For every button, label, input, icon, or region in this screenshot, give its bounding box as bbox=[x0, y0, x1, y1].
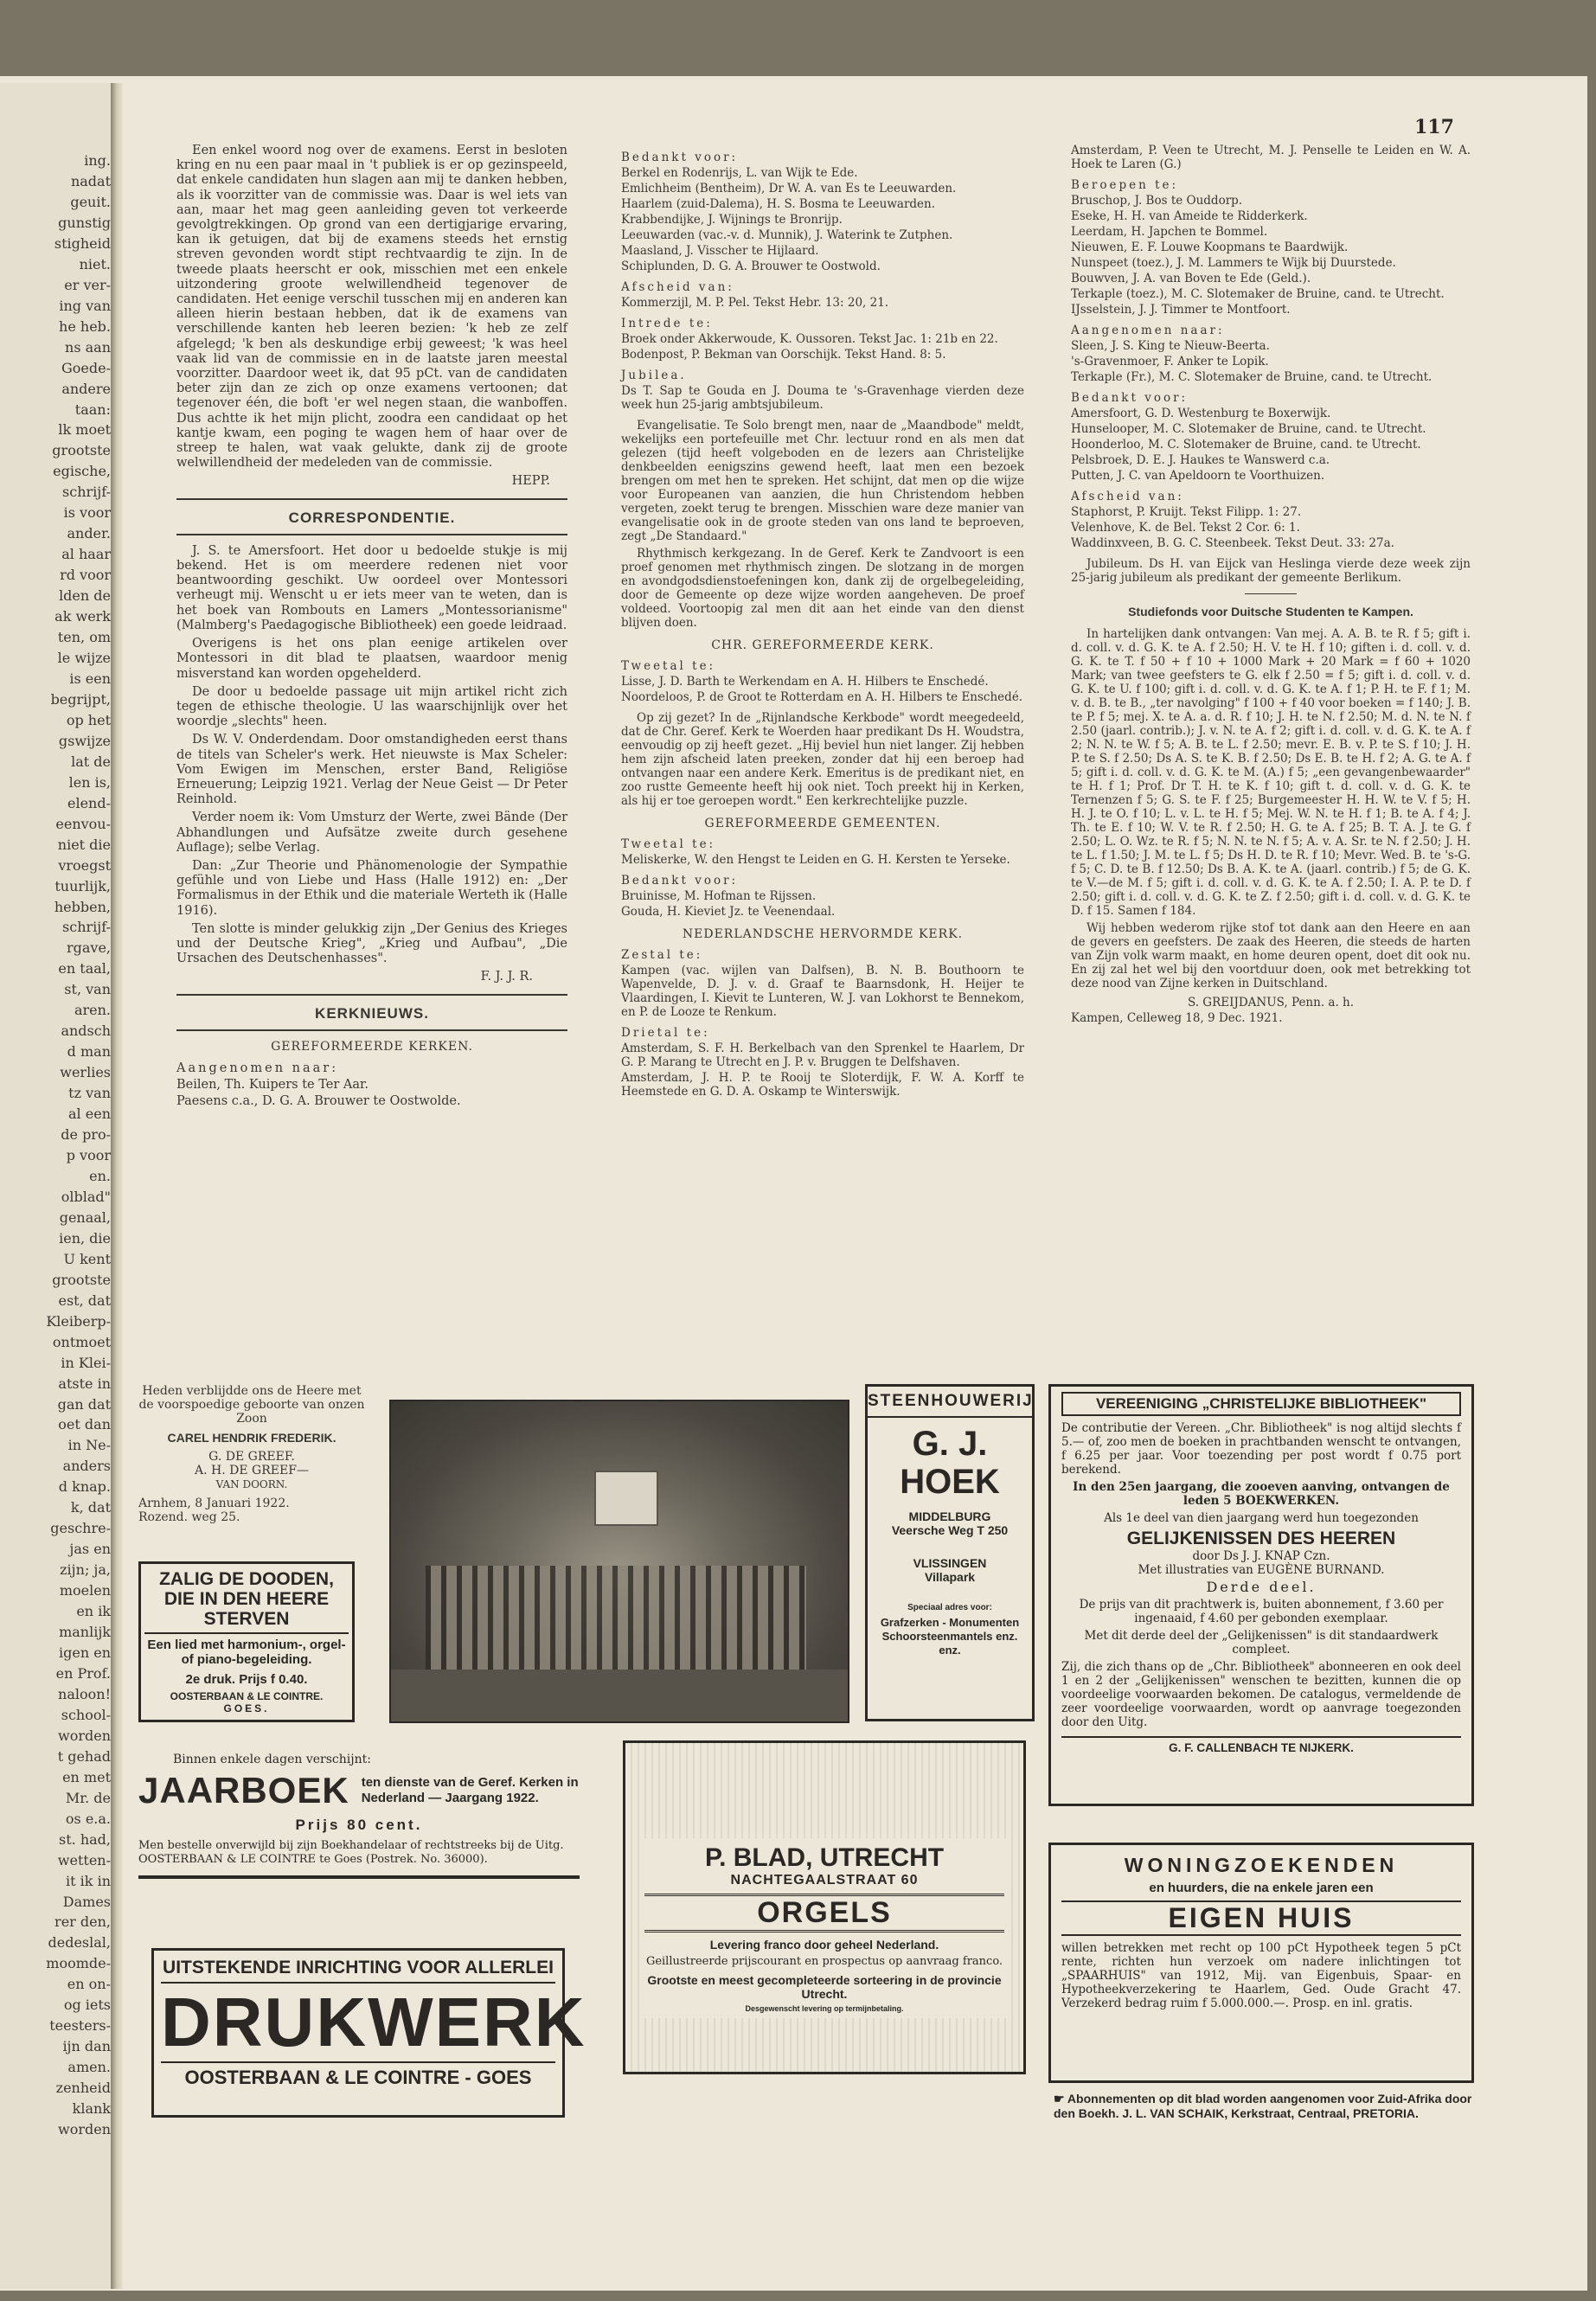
margin-fragment: oet dan bbox=[58, 1416, 111, 1433]
list-item: Putten, J. C. van Apeldoorn te Voorthuizen. bbox=[1071, 469, 1325, 483]
margin-fragment: rer den, bbox=[54, 1913, 111, 1931]
margin-fragment: ns aan bbox=[65, 338, 111, 356]
woning-title: WONINGZOEKENDEN bbox=[1124, 1854, 1399, 1876]
margin-fragment: amen. bbox=[67, 2059, 111, 2076]
margin-fragment: werlies bbox=[60, 1064, 111, 1081]
studiefonds-signature: S. GREIJDANUS, Penn. a. h. bbox=[1187, 996, 1355, 1009]
list-item: Ds T. Sap te Gouda en J. Douma te 's-Gravenhage vierden deze week hun 25-jarig ambtsjubileum. bbox=[621, 384, 1024, 412]
margin-fragment: begrijpt, bbox=[50, 690, 111, 708]
bedankt-label: Bedankt voor: bbox=[1071, 391, 1189, 405]
margin-fragment: is een bbox=[69, 670, 111, 687]
drukwerk-main: DRUKWERK bbox=[161, 1984, 586, 2061]
birth-announcement bbox=[138, 1384, 365, 1524]
margin-fragment: st, van bbox=[64, 981, 111, 998]
hoek-special-label: Speciaal adres voor: bbox=[907, 1603, 992, 1612]
corr-paragraph: J. S. te Amersfoort. Het door u bedoelde stukje is mij bekend. Het is om meerdere redenen niet voor beantwoording geschikt. Uw oordeel over Montessori verheugt mij. Wenscht u er iets meer van te weten, dan is het boek van Rombouts en Lamers „Montessorianisme" (Malmberg's Paedagogische Bibliotheek) een goede leidraad. bbox=[176, 543, 567, 632]
jubileum-paragraph: Jubileum. Ds H. van Eijck van Heslinga vierde deze week zijn 25-jarig jubileum als predikant der gemeente Berlikum. bbox=[1071, 557, 1471, 585]
tweetal-label: Tweetal te: bbox=[621, 837, 716, 851]
list-item: Haarlem (zuid-Dalema), H. S. Bosma te Leeuwarden. bbox=[621, 197, 936, 211]
list-item: Staphorst, P. Kruijt. Tekst Filipp. 1: 27. bbox=[1071, 505, 1302, 519]
orgels-inner bbox=[641, 1838, 1008, 2018]
column-2 bbox=[621, 144, 1024, 1100]
column-3 bbox=[1071, 144, 1471, 1027]
divider bbox=[138, 1875, 580, 1879]
aangenomen-label: Aangenomen naar: bbox=[176, 1061, 339, 1075]
list-item: Waddinxveen, B. G. C. Steenbeek. Tekst Deut. 33: 27a. bbox=[1071, 536, 1394, 550]
zalig-ad bbox=[138, 1561, 355, 1722]
divider bbox=[176, 1029, 567, 1031]
parent-name: VAN DOORN. bbox=[215, 1478, 288, 1490]
birth-intro: Heden verblijdde ons de Heere met de voorspoedige geboorte van onzen Zoon bbox=[138, 1384, 365, 1426]
parent-name: G. DE GREEF. bbox=[208, 1450, 295, 1464]
bibliotheek-text: Als 1e deel van dien jaargang werd hun toegezonden bbox=[1104, 1511, 1419, 1525]
list-item: Bruinisse, M. Hofman te Rijssen. bbox=[621, 889, 817, 903]
margin-fragment: manlijk bbox=[59, 1624, 111, 1641]
list-item: Emlichheim (Bentheim), Dr W. A. van Es te Leeuwarden. bbox=[621, 182, 957, 195]
orgels-line2: Geillustreerde prijscourant en prospectus op aanvraag franco. bbox=[645, 1955, 1003, 1968]
margin-fragment: naloon! bbox=[58, 1685, 111, 1702]
correspondentie-heading: CORRESPONDENTIE. bbox=[288, 509, 456, 526]
orgels-line4: Desgewenscht levering op termijnbetaling. bbox=[745, 2004, 904, 2013]
margin-fragment: tuurlijk, bbox=[54, 877, 111, 894]
previous-page-margin bbox=[0, 83, 114, 2289]
margin-fragment: ing van bbox=[59, 297, 111, 314]
woning-big: EIGEN HUIS bbox=[1061, 1900, 1461, 1936]
margin-fragment: eenvou- bbox=[55, 815, 111, 832]
list-item: Terkaple (toez.), M. C. Slotemaker de Bruine, cand. te Utrecht. bbox=[1071, 287, 1445, 301]
corr-paragraph: Ds W. V. Onderdendam. Door omstandigheden eerst thans de titels van Scheler's werk. Het nieuwste is Max Scheler: Vom Ewigen im Menschen, erster Band, Religiöse Erneuerung; Leipzig 1921. Verlag der Neue Geist — Dr Peter Reinhold. bbox=[176, 733, 567, 807]
margin-fragment: Kleiberp- bbox=[46, 1312, 111, 1330]
woning-ad bbox=[1048, 1843, 1474, 2083]
studiefonds-paragraph-2: Wij hebben wederom rijke stof tot dank aan den Heere en aan de gevers en geefsters. De zaak des Heeren, die steeds de harten van Zijn volk warm maakt, en home deuren opent, doet dit ook nu. En zij zal het wel bij den voortduur doen, ook met betrekking tot deze nood van Zijne kerken in Duitschland. bbox=[1071, 921, 1471, 990]
margin-fragment: en ik bbox=[76, 1603, 111, 1620]
aangenomen-label: Aangenomen naar: bbox=[1071, 324, 1225, 337]
list-item: Pelsbroek, D. E. J. Haukes te Wanswerd c.a. bbox=[1071, 453, 1330, 467]
margin-fragment: egische, bbox=[53, 463, 111, 480]
intrede-label: Intrede te: bbox=[621, 317, 713, 330]
list-item: Hunselooper, M. C. Slotemaker de Bruine, cand. te Utrecht. bbox=[1071, 422, 1426, 436]
margin-fragment: in Ne- bbox=[67, 1437, 111, 1454]
bibliotheek-text: De prijs van dit prachtwerk is, buiten abonnement, f 3.60 per ingenaaid, f 4.60 per gebonden exemplaar. bbox=[1079, 1598, 1444, 1625]
margin-fragment: taan: bbox=[74, 401, 111, 418]
list-item: Paesens c.a., D. G. A. Brouwer te Oostwolde. bbox=[176, 1094, 461, 1109]
corr-paragraph: Dan: „Zur Theorie und Phänomenologie der Sympathie gefühle und von Liebe und Hass (Halle 1912) en: „Der Formalismus in der Ethik und die materiale Werteth ik (Halle 1916). bbox=[176, 858, 567, 918]
margin-fragment: geschre- bbox=[50, 1520, 111, 1537]
divider bbox=[176, 498, 567, 500]
margin-fragment: niet die bbox=[57, 836, 111, 853]
list-item: Leeuwarden (vac.-v. d. Munnik), J. Waterink te Zutphen. bbox=[621, 228, 953, 242]
woning-sub: en huurders, die na enkele jaren een bbox=[1149, 1881, 1374, 1895]
list-item: Amsterdam, J. H. P. te Rooij te Sloterdijk, F. W. A. Korff te Heemstede en G. D. A. Oskamp te Winterswijk. bbox=[621, 1071, 1024, 1099]
woning-body: willen betrekken met recht op 100 pCt Hypotheek tegen 5 pCt rente, richten hun verzoek om nadere inlichtingen tot „SPAARHUIS" van 1912, Mij. van Eigenbuis, Spaar- en Hypotheekverzekering te Haarlem, Ged. Oude Gracht 47. Verzekerd bedrag ruim f 5.000.000.—. Prosp. en inl. gratis. bbox=[1061, 1941, 1461, 2010]
hoek-header: STEENHOUWERIJ bbox=[868, 1387, 1032, 1418]
margin-fragment: Mr. de bbox=[65, 1789, 111, 1806]
studiefonds-paragraph: In hartelijken dank ontvangen: Van mej. A. A. B. te R. f 5; gift i. d. coll. v. d. G. K. te A. f 2.50; H. V. te H. f 10; giften i. d. coll. v. d. G. K. te T. f 50 + f 10 + 1000 Mark + 20 Mark = f 60 + 1020 Mark; van twee geefsters te G. elk f 2.50 = f 5; gift i. d. coll. v. d. G. K. te U. f 100; gift i. d. coll. v. d. G. K. te A. f 1; P. H. te F. f 1; M. v. d. B. te B., „ter navolging" f 100 + f 40 voor boeken = f 140; J. B. te P. f 5; mej. X. te A. a. d. R. f 10; J. H. te N. f 2.50; M. d. N. te N. f 2.50 (jaarl. contrib.); J. v. N. te A. f 2; gift i. d. coll. v. d. G. K. te A. f 2; N. N. te W. f 5; A. B. te L. f 2.50; mevr. E. B. v. P. te S. f 10; J. H. P. te S. f 2.50; Ds A. S. te K. B. f 2.50; Ds E. B. te H. f 2; A. G. te A. f 5; gift i. d. coll. v. d. G. K. te M. (A.) f 5; „een gevangenbewaarder" te H. f 1; Prof. Dr T. H. te K. f 10; gift t. d. coll. v. d. G. K. te Ternenzen f 5; G. S. te F. f 25; Burgemeester H. H. W. te V. f 5; H. H. J. te O. f 10; L. v. L. te H. f 5; Mej. W. N. te H. f 1; B. te A. f 4; J. Th. te E. f 10; W. V. te R. f 2.50; H. G. te A. f 25; B. T. A. J. te G. f 2.50; L. O. Wz. te R. f 5; N. N. te N. f 5; A. v. A. Sr. te N. f 2.50; J. H. te L. f 1.50; J. M. te L. f 5; Ds H. D. te R. f 10; Mevr. Wed. B. te 's-G. f 5; C. D. te B. f 12.50; Ds B. A. K. te A. (jaarl. contrib.) f 5; de G. K. te V.—de M. f 5; gift i. d. coll. v. d. G. K. te A. f 2.50; I. A. P. te D. f 2.50; gift i. d. coll. v. d. G. K. te Z. f 2.50; gift i. d. coll. v. d. G. K. te D. f 15. Samen f 184. bbox=[1071, 627, 1471, 918]
chr-geref-subheading: CHR. GEREFORMEERDE KERK. bbox=[711, 638, 934, 652]
examens-paragraph: Een enkel woord nog over de examens. Eerst in besloten kring en nu een paar maal in 't publiek is er op gezinspeeld, dat enkele candidaten hun slagen aan mij te danken hebben, als ik voorzitter van de commissie was. Daar is wel iets van aan, maar het mag geen aanleiding geven tot verkeerde gevolgtrekkingen. Op grond van een dertigjarige ervaring, kan ik getuigen, dat bij de examens steeds het ernstig streven gevonden wordt stipt rechtvaardig te zijn. In de tweede plaats heerscht er ook, misschien met een enkele uitzondering groote welwillendheid tegenover de candidaten. Het eenige verschil tusschen mij en anderen kan alleen hierin bestaan hebben, dat ik de examens van verschillende kanten heb leeren bezien: 'k heb ze zelf afgelegd; 'k ben als deskundige erbij geweest; 'k was heel vaak lid van de commissie en in de laatste jaren meestal voorzitter. Daardoor weet ik, dat 95 pCt. van de candidaten beter zijn dan ze zich op onze examens vertoonen; dat tegenover één, die boft 'er wel negen staan, die wanboffen. Dus achtte ik het mijn plicht, zoodra een candidaat op het kantje kwam, een poging te wagen hem of haar over de streep te halen, wat vaak gelukte, dank zij de groote welwillendheid der medeleden van de commissie. bbox=[176, 144, 567, 471]
margin-fragment: Goede- bbox=[61, 359, 111, 376]
margin-fragment: t gehad bbox=[57, 1747, 111, 1765]
book-author: door Ds J. J. KNAP Czn. bbox=[1192, 1549, 1330, 1563]
divider bbox=[176, 994, 567, 996]
list-item: 's-Gravenmoer, F. Anker te Lopik. bbox=[1071, 355, 1269, 369]
orgels-street: NACHTEGAALSTRAAT 60 bbox=[730, 1873, 919, 1888]
zalig-body: Een lied met harmonium-, orgel- of piano-begeleiding. bbox=[147, 1638, 346, 1667]
margin-fragment: ijn dan bbox=[62, 2038, 111, 2055]
margin-fragment: atste in bbox=[58, 1375, 111, 1392]
list-item: Kommerzijl, M. P. Pel. Tekst Hebr. 13: 20, 21. bbox=[621, 296, 889, 310]
divider bbox=[176, 534, 567, 535]
corr-paragraph: Verder noem ik: Vom Umsturz der Werte, zwei Bände (Der Abhandlungen und Aufsätze zweite durch gesehene Auflage); selbe Verlag. bbox=[176, 811, 567, 855]
book-volume: Derde deel. bbox=[1206, 1579, 1317, 1595]
orgels-line3: Grootste en meest gecompleteerde sorteering in de provincie Utrecht. bbox=[647, 1973, 1002, 2001]
margin-fragment: andsch bbox=[61, 1022, 111, 1040]
margin-fragment: niet. bbox=[79, 255, 111, 272]
zalig-publisher: OOSTERBAAN & LE COINTRE. bbox=[170, 1690, 324, 1702]
margin-fragment: gan dat bbox=[57, 1395, 111, 1413]
margin-fragment: dedeslal, bbox=[48, 1934, 111, 1952]
margin-fragment: ontmoet bbox=[52, 1333, 111, 1350]
margin-fragment: d man bbox=[67, 1043, 111, 1061]
drukwerk-ad bbox=[151, 1948, 586, 2118]
margin-fragment: schrijf- bbox=[62, 919, 111, 936]
hoek-name: G. J. HOEK bbox=[900, 1425, 1000, 1501]
divider bbox=[1245, 593, 1297, 594]
margin-fragment: zijn; ja, bbox=[60, 1561, 111, 1579]
list-item: Bouwven, J. A. van Boven te Ede (Geld.). bbox=[1071, 272, 1311, 285]
afscheid-label: Afscheid van: bbox=[621, 280, 734, 294]
zestal-label: Zestal te: bbox=[621, 948, 703, 962]
list-item: Velenhove, K. de Bel. Tekst 2 Cor. 6: 1. bbox=[1071, 521, 1300, 535]
margin-fragment: al haar bbox=[61, 546, 111, 563]
margin-fragment: gswijze bbox=[58, 732, 111, 749]
margin-fragment: tz van bbox=[68, 1085, 111, 1102]
margin-fragment: rgave, bbox=[66, 939, 111, 957]
birth-place-date: Arnhem, 8 Januari 1922. bbox=[138, 1497, 290, 1510]
hoek-street: Veersche Weg T 250 bbox=[891, 1523, 1009, 1537]
hoek-city2: VLISSINGEN bbox=[913, 1556, 987, 1570]
margin-fragment: le wijze bbox=[57, 650, 111, 666]
birth-address: Rozend. weg 25. bbox=[138, 1510, 240, 1524]
margin-fragment: ander. bbox=[67, 525, 111, 542]
list-item: Sleen, J. S. King te Nieuw-Beerta. bbox=[1071, 339, 1270, 353]
rhythmisch-paragraph: Rhythmisch kerkgezang. In de Geref. Kerk te Zandvoort is een proef genomen met rhythmisch zingen. De slotzang in de morgen en avondgodsdienstoefeningen kon, dank zij de orgelbegeleiding, door de Gemeente op deze wijze worden aangeheven. De proef voldeed. Voortoopig zal men dit aan het einde van den dienst blijven doen. bbox=[621, 547, 1024, 630]
list-item: Eseke, H. H. van Ameide te Ridderkerk. bbox=[1071, 209, 1308, 223]
margin-fragment: elend- bbox=[67, 794, 111, 811]
list-item: Lisse, J. D. Barth te Werkendam en A. H. Hilbers te Enschedé. bbox=[621, 675, 989, 689]
margin-fragment: zenheid bbox=[55, 2080, 111, 2097]
margin-fragment: it ik in bbox=[66, 1872, 111, 1889]
drietal-label: Drietal te: bbox=[621, 1026, 710, 1040]
list-item: Berkel en Rodenrijs, L. van Wijk te Ede. bbox=[621, 166, 858, 180]
margin-fragment: wetten- bbox=[57, 1851, 111, 1868]
bibliotheek-publisher: G. F. CALLENBACH TE NIJKERK. bbox=[1061, 1736, 1461, 1755]
hoek-city: MIDDELBURG bbox=[908, 1509, 991, 1523]
margin-fragment: olblad" bbox=[61, 1188, 111, 1205]
list-item: Hoonderloo, M. C. Slotemaker de Bruine, cand. te Utrecht. bbox=[1071, 438, 1421, 452]
corr-signature: F. J. J. R. bbox=[480, 970, 533, 984]
margin-fragment: k, dat bbox=[70, 1499, 111, 1516]
list-item: Amsterdam, P. Veen te Utrecht, M. J. Penselle te Leiden en W. A. Hoek te Laren (G.) bbox=[1071, 144, 1471, 171]
margin-fragment: er ver- bbox=[64, 276, 111, 293]
margin-fragment: he heb. bbox=[59, 317, 111, 335]
bedankt-label: Bedankt voor: bbox=[621, 874, 739, 888]
margin-fragment: gunstig bbox=[58, 214, 111, 231]
margin-fragment: Dames bbox=[62, 1893, 111, 1910]
abonnement-notice bbox=[1054, 2092, 1472, 2121]
margin-fragment: lden de bbox=[59, 587, 111, 605]
list-item: Nunspeet (toez.), J. M. Lammers te Wijk bij Duurstede. bbox=[1071, 256, 1396, 270]
bibliotheek-ad bbox=[1048, 1384, 1474, 1806]
drukwerk-bottom: OOSTERBAAN & LE COINTRE - GOES bbox=[161, 2061, 555, 2089]
jaarboek-order: Men bestelle onverwijld bij zijn Boekhandelaar of rechtstreeks bij de Uitg. OOSTERBAAN & LE COINTRE te Goes (Postrek. No. 36000). bbox=[138, 1839, 564, 1866]
jaarboek-intro: Binnen enkele dagen verschijnt: bbox=[173, 1753, 371, 1766]
grave-monument-photo bbox=[389, 1400, 849, 1723]
page-gutter bbox=[111, 83, 123, 2289]
margin-fragment: vroegst bbox=[58, 856, 111, 874]
column-1 bbox=[176, 144, 567, 1112]
margin-fragment: rd voor bbox=[60, 567, 111, 584]
margin-fragment: moelen bbox=[59, 1582, 111, 1599]
margin-fragment: d knap. bbox=[58, 1478, 111, 1496]
tweetal-label: Tweetal te: bbox=[621, 659, 716, 673]
zalig-city: GOES. bbox=[223, 1702, 270, 1715]
gereformeerde-kerken-subheading: GEREFORMEERDE KERKEN. bbox=[271, 1039, 473, 1054]
margin-fragment: en Prof. bbox=[55, 1664, 111, 1682]
kerknieuws-heading: KERKNIEUWS. bbox=[315, 1004, 429, 1022]
zalig-price: 2e druk. Prijs f 0.40. bbox=[185, 1672, 308, 1687]
parent-name: A. H. DE GREEF— bbox=[195, 1464, 309, 1477]
margin-fragment: stigheid bbox=[54, 234, 111, 252]
list-item: Leerdam, H. Japchen te Bommel. bbox=[1071, 225, 1268, 239]
corr-paragraph: De door u bedoelde passage uit mijn artikel richt zich tegen de ethische theologie. U las waarschijnlijk over het woordje „slechts" heen. bbox=[176, 684, 567, 729]
jaarboek-title: JAARBOEK bbox=[138, 1770, 349, 1811]
hepp-signature: HEPP. bbox=[511, 474, 550, 489]
margin-fragment: worden bbox=[58, 2121, 111, 2138]
place-date: Kampen, Celleweg 18, 9 Dec. 1921. bbox=[1071, 1011, 1283, 1025]
list-item: Maasland, J. Visscher te Hijlaard. bbox=[621, 244, 819, 258]
margin-fragment: U kent bbox=[63, 1250, 111, 1267]
jubilea-label: Jubilea. bbox=[621, 369, 687, 382]
photo-tombstone bbox=[594, 1471, 658, 1526]
book-illustrations: Met illustraties van EUGÈNE BURNAND. bbox=[1138, 1563, 1385, 1577]
margin-fragment: ten, om bbox=[57, 629, 111, 646]
list-item: Bodenpost, P. Bekman van Oorschijk. Tekst Hand. 8: 5. bbox=[621, 348, 946, 362]
bibliotheek-text: De contributie der Vereen. „Chr. Bibliotheek" is nog altijd slechts f 5.— of, zoo men de boeken in prachtbanden wenscht te ontvangen, f 6.25 per jaar. Voor toezending per post wordt f 0.75 port berekend. bbox=[1061, 1421, 1461, 1477]
margin-fragment: lk moet bbox=[58, 421, 111, 439]
orgels-ad bbox=[623, 1740, 1026, 2074]
bibliotheek-title: VEREENIGING „CHRISTELIJKE BIBLIOTHEEK" bbox=[1061, 1392, 1461, 1416]
bibliotheek-text: Met dit derde deel der „Gelijkenissen" is dit standaardwerk compleet. bbox=[1084, 1629, 1439, 1657]
orgels-name: P. BLAD, UTRECHT bbox=[704, 1843, 945, 1872]
margin-fragment: igen en bbox=[59, 1644, 111, 1661]
margin-fragment: en met bbox=[62, 1768, 111, 1785]
list-item: Kampen (vac. wijlen van Dalfsen), B. N. B. Bouthoorn te Wapenvelde, D. J. v. d. Graaf te Baarnsdonk, H. Heijer te Vlaardingen, I. Kievit te Lunteren, W. J. van Lokhorst te Bennekom, en P. de Looze te Renkum. bbox=[621, 964, 1024, 1019]
list-item: Amsterdam, S. F. H. Berkelbach van den Sprenkel te Haarlem, Dr G. P. Marang te Utrecht en J. P. v. Bruggen te Delfshaven. bbox=[621, 1042, 1024, 1069]
margin-fragment: st. had, bbox=[59, 1830, 111, 1848]
photo-fence bbox=[426, 1566, 806, 1670]
margin-fragment: ing. bbox=[84, 152, 111, 169]
margin-fragment: andere bbox=[61, 380, 111, 397]
margin-fragment: op het bbox=[66, 711, 111, 728]
studiefonds-heading: Studiefonds voor Duitsche Studenten te Kampen. bbox=[1128, 605, 1413, 619]
jaarboek-price: Prijs 80 cent. bbox=[295, 1817, 423, 1833]
beroepen-label: Beroepen te: bbox=[1071, 178, 1179, 192]
list-item: Beilen, Th. Kuipers te Ter Aar. bbox=[176, 1078, 369, 1093]
margin-fragment: is voor bbox=[63, 504, 111, 522]
margin-fragment: est, dat bbox=[58, 1292, 111, 1309]
jaarboek-ad bbox=[138, 1753, 580, 1879]
orgels-product: ORGELS bbox=[644, 1894, 1004, 1932]
photo-ground bbox=[391, 1670, 848, 1721]
margin-fragment: og iets bbox=[63, 1997, 111, 2014]
margin-fragment: ak werk bbox=[54, 608, 111, 625]
margin-fragment: school- bbox=[61, 1706, 111, 1723]
margin-fragment: p voor bbox=[66, 1147, 111, 1163]
list-item: IJsselstein, J. J. Timmer te Montfoort. bbox=[1071, 303, 1291, 317]
margin-fragment: anders bbox=[62, 1458, 111, 1475]
margin-fragment: in Klei- bbox=[61, 1354, 111, 1371]
margin-fragment: klank bbox=[72, 2100, 111, 2118]
bibliotheek-text: In den 25en jaargang, die zooeven aanving, ontvangen de leden 5 BOEKWERKEN. bbox=[1073, 1480, 1450, 1508]
margin-fragment: worden bbox=[58, 1727, 111, 1744]
list-item: Noordeloos, P. de Groot te Rotterdam en A. H. Hilbers te Enschedé. bbox=[621, 690, 1023, 704]
orgels-line1: Levering franco door geheel Nederland. bbox=[709, 1938, 939, 1952]
list-item: Meliskerke, W. den Hengst te Leiden en G. H. Kersten te Yerseke. bbox=[621, 853, 1010, 867]
margin-fragment: en taal, bbox=[58, 960, 111, 977]
margin-fragment: en on- bbox=[67, 1976, 111, 1993]
margin-fragment: grootste bbox=[52, 442, 111, 459]
bibliotheek-text: Zij, die zich thans op de „Chr. Bibliotheek" abonneeren en ook deel 1 en 2 der „Gelijkenissen" wenschen te bezitten, kunnen die op voordeelige voorwaarden bekomen. De catalogus, vermeldende de zeer voordeelige voorwaarden, wordt op aanvrage toegezonden door den Uitg. bbox=[1061, 1660, 1461, 1729]
margin-fragment: nadat bbox=[70, 172, 111, 189]
margin-fragment: grootste bbox=[52, 1271, 111, 1288]
jaarboek-title-row bbox=[138, 1770, 580, 1811]
drukwerk-top: UITSTEKENDE INRICHTING VOOR ALLERLEI bbox=[161, 1958, 555, 1984]
margin-fragment: teesters- bbox=[49, 2017, 111, 2035]
pointing-hand-icon: ☛ bbox=[1054, 2092, 1067, 2106]
list-item: Krabbendijke, J. Wijnings te Bronrijp. bbox=[621, 213, 843, 227]
zalig-title: ZALIG DE DOODEN, DIE IN DEN HEERE STERVEN bbox=[144, 1569, 349, 1634]
list-item: Nieuwen, E. F. Louwe Koopmans te Baardwijk. bbox=[1071, 240, 1349, 254]
margin-fragment: geuit. bbox=[70, 193, 111, 210]
margin-fragment: ien, die bbox=[59, 1229, 111, 1247]
margin-fragment: schrijf- bbox=[62, 484, 111, 501]
child-name: CAREL HENDRIK FREDERIK. bbox=[167, 1431, 337, 1445]
margin-fragment: de pro- bbox=[61, 1126, 111, 1144]
bedankt-label: Bedankt voor: bbox=[621, 151, 739, 164]
corr-paragraph: Ten slotte is minder gelukkig zijn „Der Genius des Krieges und der Deutsche Krieg", „Krieg und Aufbau", „Die Ursachen des Deutschenhasses". bbox=[176, 921, 567, 966]
page-number: 117 bbox=[1414, 116, 1454, 138]
list-item: Amersfoort, G. D. Westenburg te Boxerwijk. bbox=[1071, 407, 1331, 420]
margin-fragment: moomde- bbox=[46, 1955, 111, 1972]
hoek-ad bbox=[865, 1384, 1035, 1721]
margin-fragment: aren. bbox=[74, 1002, 111, 1019]
abonnement-text: Abonnementen op dit blad worden aangenomen voor Zuid-Afrika door den Boekh. J. L. VAN SCHAIK, Kerkstraat, Centraal, PRETORIA. bbox=[1054, 2092, 1472, 2120]
list-item: Broek onder Akkerwoude, K. Oussoren. Tekst Jac. 1: 21b en 22. bbox=[621, 332, 998, 346]
list-item: Gouda, H. Kieviet Jz. te Veenendaal. bbox=[621, 905, 836, 919]
hoek-street2: Villapark bbox=[924, 1570, 976, 1584]
corr-paragraph: Overigens is het ons plan eenige artikelen over Montessori in dit blad te plaatsen, waardoor menig misverstand kan worden opgehelderd. bbox=[176, 637, 567, 681]
afscheid-label: Afscheid van: bbox=[1071, 490, 1184, 503]
margin-fragment: al een bbox=[68, 1106, 111, 1123]
book-title: GELIJKENISSEN DES HEEREN bbox=[1126, 1529, 1396, 1548]
list-item: Terkaple (Fr.), M. C. Slotemaker de Bruine, cand. te Utrecht. bbox=[1071, 370, 1433, 384]
list-item: Bruschop, J. Bos te Ouddorp. bbox=[1071, 194, 1243, 208]
op-zij-gezet-paragraph: Op zij gezet? In de „Rijnlandsche Kerkbode" wordt meegedeeld, dat de Chr. Geref. Kerk te Woerden haar predikant Ds H. Woudstra, eenvoudig op zij heeft gezet. „Hij beviel hun niet langer. Zij hebben hem zijn afscheid laten preeken, zonder dat hij een beroep had ontvangen naar een andere Kerk. Emeritus is de predikant niet, en zoo rustte Gemeente heeft hij ook niet. Toch preekt hij in Kerken, als hij er toe geroepen wordt." Een kerkrechtelijke puzzle. bbox=[621, 711, 1024, 808]
evangelisatie-paragraph: Evangelisatie. Te Solo brengt men, naar de „Maandbode" meldt, wekelijks een portefeuille met Chr. lectuur rond en als men dat gelezen (tijd heeft volgeboden en de lezers aan Christelijke denkbeelden eenigszins gewend heeft, laat men een bezoek brengen om met hen te spreken. Het schijnt, dat men op die wijze voor Europeanen van aanzien, die hun Christendom hebben vergeten, zoekt terug te brengen. Misschien ware deze manier van evangelisatie ook in de groote steden van ons land te beproeven, zegt „De Standaard." bbox=[621, 419, 1024, 543]
geref-gemeenten-subheading: GEREFORMEERDE GEMEENTEN. bbox=[704, 817, 941, 830]
margin-fragment: en. bbox=[89, 1167, 111, 1184]
margin-fragment: len is, bbox=[68, 773, 111, 791]
ned-herv-subheading: NEDERLANDSCHE HERVORMDE KERK. bbox=[682, 927, 964, 941]
margin-fragment: hebben, bbox=[54, 898, 111, 915]
list-item: Schiplunden, D. G. A. Brouwer te Oostwold. bbox=[621, 260, 881, 273]
margin-fragment: genaal, bbox=[59, 1208, 111, 1226]
jaarboek-subtitle: ten dienste van de Geref. Kerken in Nederland — Jaargang 1922. bbox=[361, 1775, 579, 1805]
margin-fragment: jas en bbox=[69, 1541, 111, 1558]
hoek-special: Grafzerken - Monumenten Schoorsteenmantels enz. enz. bbox=[880, 1616, 1020, 1657]
margin-fragment: os e.a. bbox=[65, 1810, 111, 1827]
margin-fragment: lat de bbox=[71, 753, 111, 770]
